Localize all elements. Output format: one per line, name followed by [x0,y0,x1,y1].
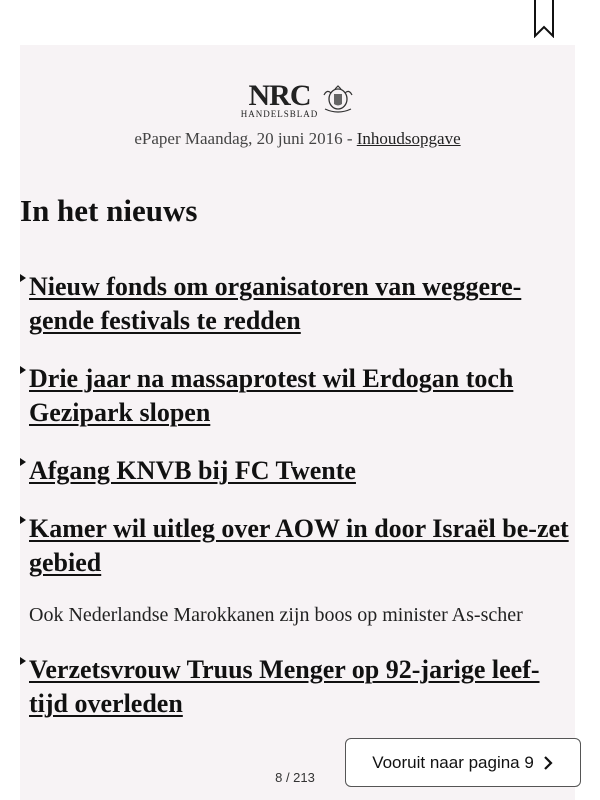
bullet-icon [20,274,26,282]
article-item [20,454,575,488]
next-page-button[interactable] [345,738,581,787]
epaper-page [20,45,575,800]
bookmark-icon[interactable] [533,0,555,38]
logo-main-text: NRC [248,79,311,112]
article-link[interactable]: Nieuw fonds om organisatoren van weggere-gende festivals te redden [29,272,522,335]
bullet-icon [20,657,26,665]
article-item [20,362,575,430]
article-link[interactable]: Verzetsvrouw Truus Menger op 92-jarige leef-tijd overleden [29,655,540,718]
edition-date: ePaper Maandag, 20 juni 2016 - [134,129,357,148]
logo-sub-text: HANDELSBLAD [240,109,319,119]
article-summary: Ook Nederlandse Marokkanen zijn boos op minister As-scher [29,604,523,626]
chevron-right-icon [542,755,554,771]
article-item [20,270,575,338]
section-title: In het nieuws [20,193,198,228]
crest-icon [322,85,354,115]
article-list [20,270,575,745]
nrc-logo [241,81,355,119]
bullet-icon [20,366,26,374]
article-link[interactable]: Drie jaar na massaprotest wil Erdogan toch Gezipark slopen [29,364,514,427]
bullet-icon [20,516,26,524]
article-link[interactable]: Afgang KNVB bij FC Twente [29,456,356,485]
bullet-icon [20,458,26,466]
edition-line [20,129,575,149]
toc-link[interactable]: Inhoudsopgave [356,129,461,148]
masthead [20,81,575,149]
article-item [20,653,575,721]
article-item [20,512,575,629]
article-link[interactable]: Kamer wil uitleg over AOW in door Israël be-zet gebied [29,514,569,577]
page-indicator: 8 / 213 [275,770,315,785]
next-page-label: Vooruit naar pagina 9 [372,752,534,772]
